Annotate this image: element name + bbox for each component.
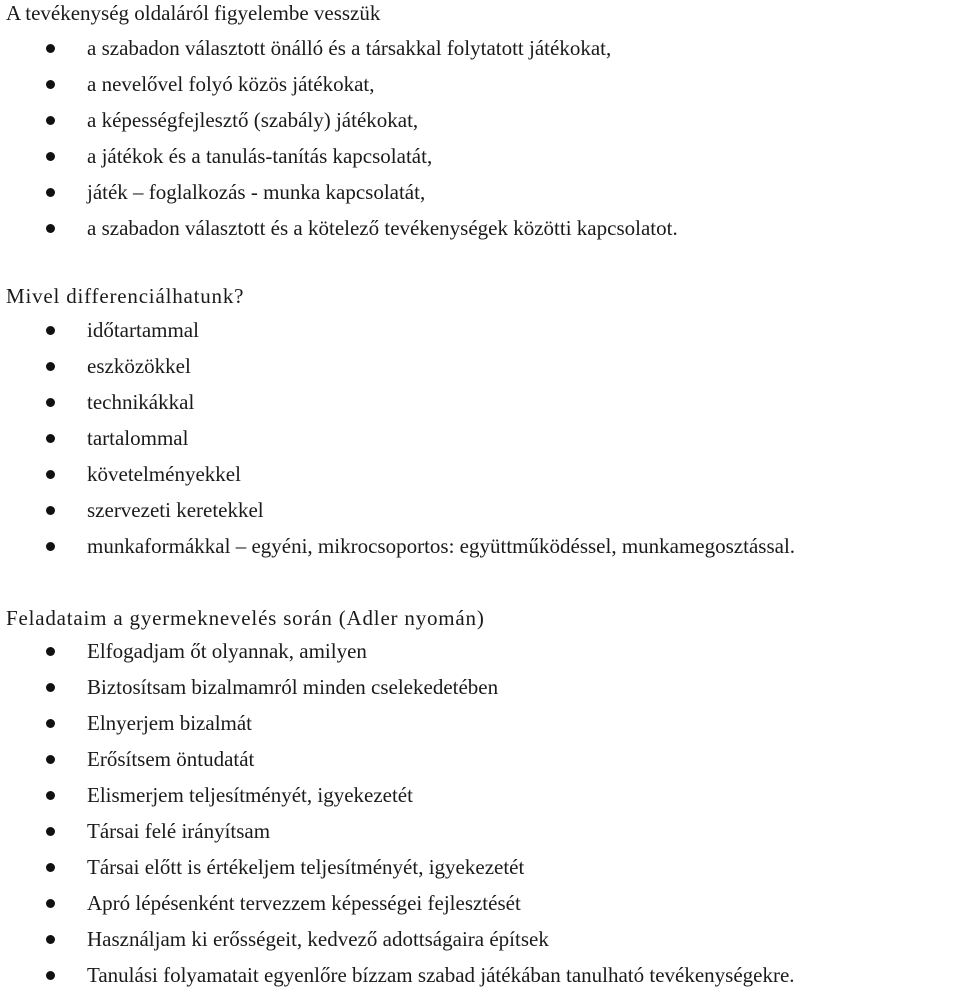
- bullet-icon: [46, 542, 55, 551]
- bullet-icon: [46, 434, 55, 443]
- bullet-icon: [46, 827, 55, 836]
- bullet-icon: [46, 362, 55, 371]
- bullet-icon: [46, 755, 55, 764]
- section-heading-tasks: Feladataim a gyermeknevelés során (Adler nyomán): [6, 606, 485, 630]
- bullet-icon: [46, 326, 55, 335]
- bullet-icon: [46, 470, 55, 479]
- bullet-icon: [46, 506, 55, 515]
- bullet-icon: [46, 971, 55, 980]
- section-heading-differentiation: Mivel differenciálhatunk?: [6, 284, 245, 308]
- bullet-icon: [46, 44, 55, 53]
- bullet-icon: [46, 719, 55, 728]
- bullet-icon: [46, 683, 55, 692]
- section-heading-activity: A tevékenység oldaláról figyelembe vesszük: [6, 1, 381, 25]
- bullet-icon: [46, 863, 55, 872]
- bullet-icon: [46, 398, 55, 407]
- bullet-icon: [46, 647, 55, 656]
- bullet-icon: [46, 152, 55, 161]
- bullet-icon: [46, 899, 55, 908]
- bullet-icon: [46, 791, 55, 800]
- bullet-icon: [46, 188, 55, 197]
- bullet-icon: [46, 935, 55, 944]
- bullet-icon: [46, 116, 55, 125]
- bullet-icon: [46, 224, 55, 233]
- bullet-icon: [46, 80, 55, 89]
- document-page: A tevékenység oldaláról figyelembe vesszük a szabadon választott önálló és a társakkal folytatott játékokat, a nevelővel folyó közös játékokat, a képességfejlesztő (szabály) játékokat, a játékok és a tanulás-tanítás kapcsolatát, játék – foglalkozás - munka kapcsolatát, a szabadon választott és a kötelező tevékenységek közötti kapcsolatot. Mivel differenciálhatunk? időtartammal eszközökkel technikákkal tartalommal követelményekkel szervezeti keretekkel munkaformákkal – egyéni, mikrocsoportos: együttműködéssel, munkamegosztással. Feladataim a gyermeknevelés során (Adler nyomán) Elfogadjam őt olyannak, amilyen Biztosítsam bizalmamról minden cselekedetében Elnyerjem bizalmát Erősítsem öntudatát Elismerjem teljesítményét, igyekezetét Társai felé irányítsam Társai előtt is értékeljem teljesítményét, igyekezetét Apró lépésenként tervezzem képességei fejlesztését Használjam ki erősségeit, kedvező adottságaira építsek Tanulási folyamatait egyenlőre bízzam szabad játékában tanulható tevékenységekre.: [6, 1, 796, 987]
